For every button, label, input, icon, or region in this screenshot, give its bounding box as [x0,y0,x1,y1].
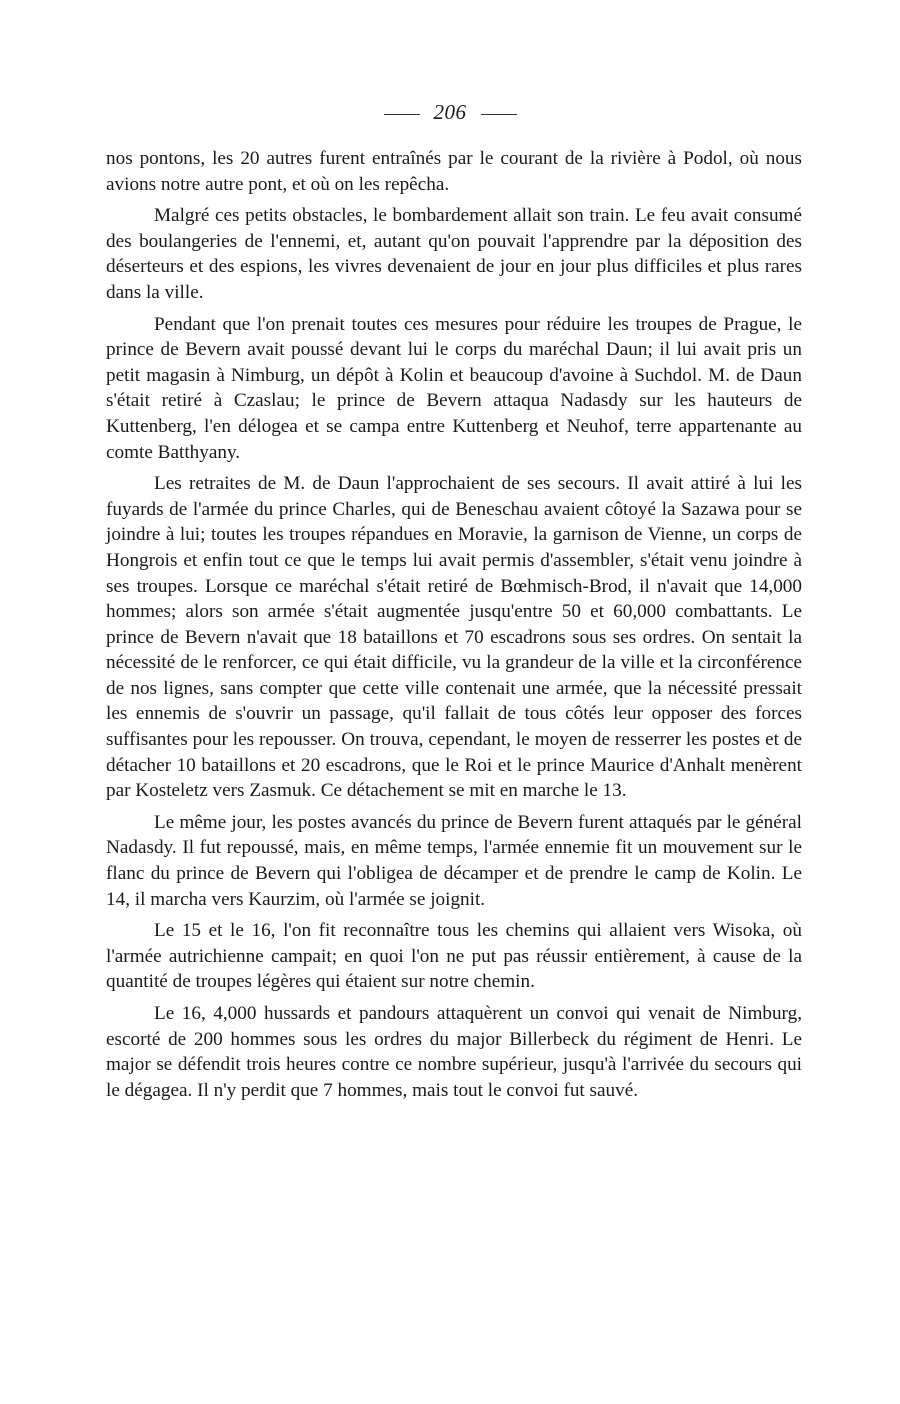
body-text [106,146,802,1109]
page-header [0,100,900,125]
paragraph: nos pontons, les 20 autres furent entraînés par le courant de la rivière à Podol, où nous avions notre autre pont, et où on les repêcha. [106,148,802,195]
paragraph: Pendant que l'on prenait toutes ces mesures pour réduire les troupes de Prague, le prince de Bevern avait poussé devant lui le corps du maréchal Daun; il lui avait pris un petit magasin à Nimburg, un dépôt à Kolin et beaucoup d'avoine à Suchdol. M. de Daun s'était retiré à Czaslau; le prince de Bevern attaqua Nadasdy sur les hauteurs de Kuttenberg, l'en délogea et se campa entre Kuttenberg et Neuhof, terre appartenante au comte Batthyany. [106,313,802,463]
paragraph: Le 16, 4,000 hussards et pandours attaquèrent un convoi qui venait de Nimburg, escorté de 200 hommes sous les ordres du major Billerbeck du régiment de Henri. Le major se défendit trois heures contre ce nombre supérieur, jusqu'à l'arrivée du secours qui le dégagea. Il n'y perdit que 7 hommes, mais tout le convoi fut sauvé. [106,1003,802,1101]
header-rule-right [481,114,517,115]
paragraph: Malgré ces petits obstacles, le bombardement allait son train. Le feu avait consumé des boulangeries de l'ennemi, et, autant qu'on pouvait l'apprendre par la déposition des déserteurs et des espions, les vivres devenaient de jour en jour plus difficiles et plus rares dans la ville. [106,205,802,303]
paragraph: Les retraites de M. de Daun l'approchaient de ses secours. Il avait attiré à lui les fuyards de l'armée du prince Charles, qui de Beneschau avaient côtoyé la Sazawa pour se joindre à lui; toutes les troupes répandues en Moravie, la garnison de Vienne, un corps de Hongrois et enfin tout ce que le temps lui avait permis d'assembler, s'était venu joindre à ses troupes. Lorsque ce maréchal s'était retiré de Bœhmisch-Brod, il n'avait que 14,000 hommes; alors son armée s'était augmentée jusqu'entre 50 et 60,000 combattants. Le prince de Bevern n'avait que 18 bataillons et 70 escadrons sous ses ordres. On sentait la nécessité de le renforcer, ce qui était difficile, vu la grandeur de la ville et la circonférence de nos lignes, sans compter que cette ville contenait une armée, que la nécessité pressait les ennemis de s'ouvrir un passage, qu'il fallait de tous côtés leur opposer des forces suffisantes pour les repousser. On trouva, cependant, le moyen de resserrer les postes et de détacher 10 bataillons et 20 escadrons, que le Roi et le prince Maurice d'Anhalt menèrent par Kosteletz vers Zasmuk. Ce détachement se mit en marche le 13. [106,473,802,802]
paragraph: Le 15 et le 16, l'on fit reconnaître tous les chemins qui allaient vers Wisoka, où l'armée autrichienne campait; en quoi l'on ne put pas réussir entièrement, à cause de la quantité de troupes légères qui étaient sur notre chemin. [106,920,802,993]
page-number: 206 [433,100,467,124]
header-rule-left [384,114,420,115]
paragraph: Le même jour, les postes avancés du prince de Bevern furent attaqués par le général Nadasdy. Il fut repoussé, mais, en même temps, l'armée ennemie fit un mouvement sur le flanc du prince de Bevern qui l'obligea de décamper et de prendre le camp de Kolin. Le 14, il marcha vers Kaurzim, où l'armée se joignit. [106,811,802,910]
